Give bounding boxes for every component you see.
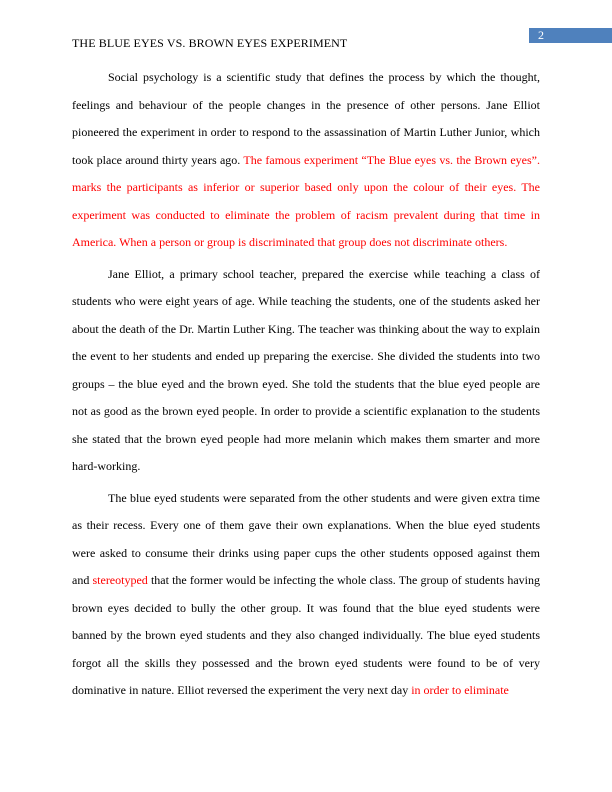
paragraph-2 <box>72 261 540 481</box>
paragraph-1-highlighted-text: The famous experiment “The Blue eyes vs. the Brown eyes”. marks the participants as inferior or superior based only upon the colour of their eyes. The experiment was conducted to eliminate the problem of racism prevalent during that time in America. When a person or group is discriminated that group does not discriminate others. <box>72 152 540 249</box>
paragraph-1-text: Social psychology is a scientific study that defines the process by which the thought, feelings and behaviour of the people changes in the presence of other persons. Jane Elliot pioneered the experiment in order to respond to the assassination of Martin Luther Junior, which took place around thirty years ago. <box>72 70 540 167</box>
page-number: 2 <box>538 28 544 42</box>
document-body <box>72 64 540 709</box>
paragraph-3 <box>72 485 540 705</box>
paragraph-3-highlighted-word: stereotyped <box>92 573 148 587</box>
paragraph-3-text-middle: that the former would be infecting the whole class. The group of students having brown eyes decided to bully the other group. It was found that the blue eyed students were banned by the brown eyed students and they also changed individually. The blue eyed students forgot all the skills they possessed and the brown eyed students were found to be of very dominative in nature. Elliot reversed the experiment the very next day <box>72 573 540 697</box>
paragraph-2-text: Jane Elliot, a primary school teacher, prepared the exercise while teaching a class of students who were eight years of age. While teaching the students, one of the students asked her about the death of the Dr. Martin Luther King. The teacher was thinking about the way to explain the event to her students and ended up preparing the exercise. She divided the students into two groups – the blue eyed and the brown eyed. She told the students that the blue eyed people are not as good as the brown eyed people. In order to provide a scientific explanation to the students she stated that the brown eyed people had more melanin which makes them smarter and more hard-working. <box>72 266 540 473</box>
paragraph-3-text-start: The blue eyed students were separated from the other students and were given extra time as their recess. Every one of them gave their own explanations. When the blue eyed students were asked to consume their drinks using paper cups the other students opposed against them and <box>72 490 540 587</box>
running-header-title: THE BLUE EYES VS. BROWN EYES EXPERIMENT <box>72 36 348 50</box>
paragraph-1 <box>72 64 540 257</box>
page-number-badge <box>529 28 612 43</box>
paragraph-3-highlighted-text-end: in order to eliminate <box>411 683 509 697</box>
